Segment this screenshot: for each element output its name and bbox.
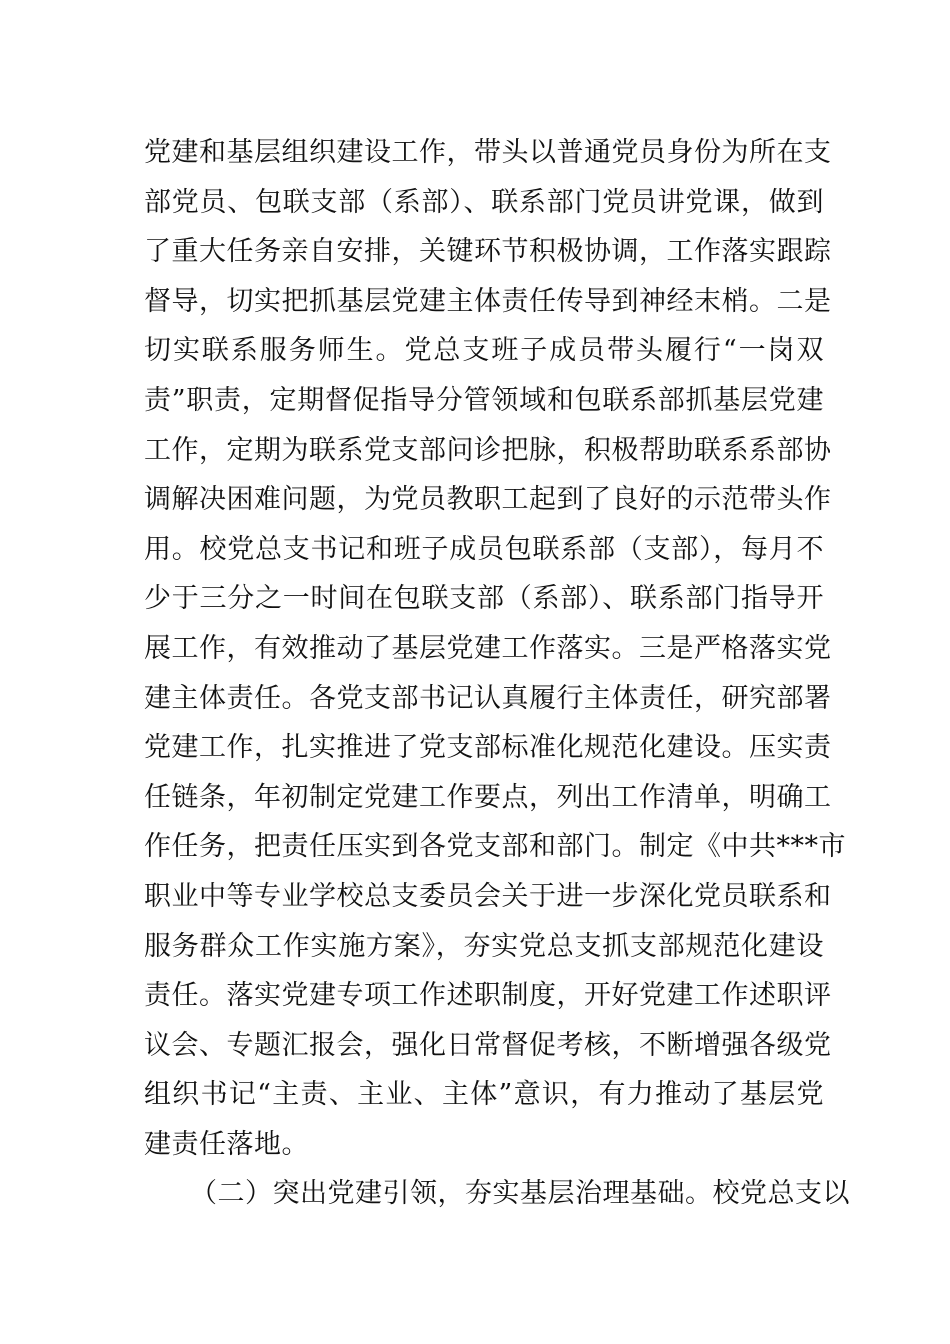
text-line: 部党员、包联支部（系部）、联系部门党员讲党课，做到 [144, 186, 824, 218]
text-line: 议会、专题汇报会，强化日常督促考核，不断增强各级党 [144, 1029, 832, 1061]
text-line: 党建工作，扎实推进了党支部标准化规范化建设。压实责 [144, 732, 832, 764]
text-line: 服务群众工作实施方案》，夯实党总支抓支部规范化建设 [144, 930, 824, 962]
text-line: 责任。落实党建专项工作述职制度，开好党建工作述职评 [144, 980, 832, 1012]
paragraph-party-responsibility [144, 128, 846, 1169]
text-line: 切实联系服务师生。党总支班子成员带头履行“一岗双 [144, 335, 824, 367]
text-line: 调解决困难问题，为党员教职工起到了良好的示范带头作 [144, 484, 832, 516]
text-line: 展工作，有效推动了基层党建工作落实。三是严格落实党 [144, 632, 832, 664]
text-line: 任链条，年初制定党建工作要点，列出工作清单，明确工 [144, 781, 832, 813]
text-line: 组织书记“主责、主业、主体”意识，有力推动了基层党 [144, 1079, 824, 1111]
text-line: 督导，切实把抓基层党建主体责任传导到神经末梢。二是 [144, 285, 832, 317]
text-line: 用。校党总支书记和班子成员包联系部（支部），每月不 [144, 533, 824, 565]
text-line: 工作，定期为联系党支部问诊把脉，积极帮助联系系部协 [144, 434, 832, 466]
text-line: 了重大任务亲自安排，关键环节积极协调，工作落实跟踪 [144, 236, 832, 268]
document-body [144, 128, 850, 1219]
text-line: 责”职责，定期督促指导分管领域和包联系部抓基层党建 [144, 384, 824, 416]
text-line: 职业中等专业学校总支委员会关于进一步深化党员联系和 [144, 880, 832, 912]
text-line: 作任务，把责任压实到各党支部和部门。制定《中共***市 [144, 831, 846, 863]
text-line: 少于三分之一时间在包联支部（系部）、联系部门指导开 [144, 583, 824, 615]
text-line: 建主体责任。各党支部书记认真履行主体责任，研究部署 [144, 682, 832, 714]
text-line: 党建和基层组织建设工作，带头以普通党员身份为所在支 [144, 137, 832, 168]
paragraph-section-two [144, 1169, 850, 1219]
section-heading-line: （二）突出党建引领，夯实基层治理基础。校党总支以 [190, 1178, 850, 1210]
text-line: 建责任落地。 [144, 1128, 309, 1160]
